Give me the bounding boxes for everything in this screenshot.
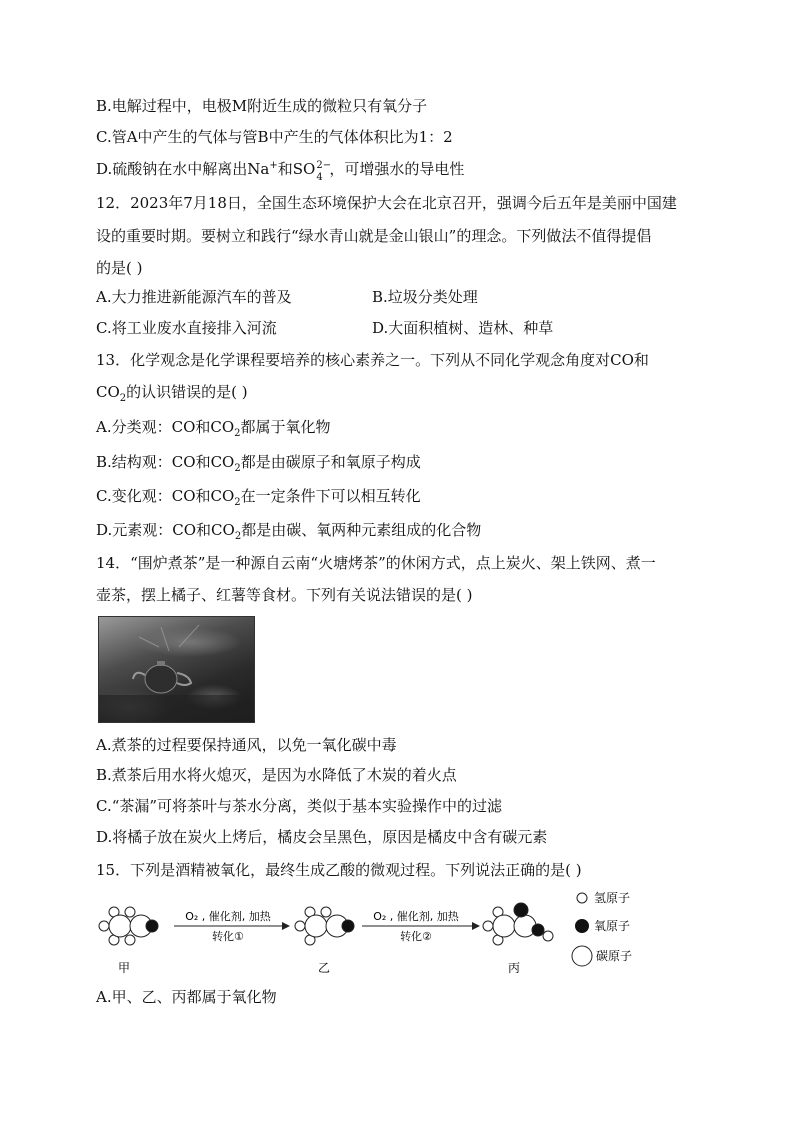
- q13-option-a: A.分类观：CO和$CO_2$都属于氧化物: [96, 418, 331, 439]
- q12-stem-2: 设的重要时期。要树立和践行“绿水青山就是金山银山”的理念。下列做法不值得提倡: [96, 227, 652, 245]
- label-bing: 丙: [507, 961, 521, 975]
- q12-stem-1: 12．2023年7月18日，全国生态环境保护大会在北京召开，强调今后五年是美丽中国建: [96, 194, 677, 212]
- molecule-diagram: [96, 886, 656, 986]
- q15-stem: 15．下列是酒精被氧化，最终生成乙酸的微观过程。下列说法正确的是( ): [96, 861, 582, 879]
- arrow-1-head: [282, 922, 290, 930]
- tea-stove-photo: [98, 616, 255, 723]
- molecule-bing: [483, 903, 553, 945]
- q13-option-b: B.结构观：CO和$CO_2$都是由碳原子和氧原子构成: [96, 453, 421, 474]
- step-1-label: 转化①: [212, 930, 244, 943]
- q12-option-b: B.垃圾分类处理: [372, 288, 478, 306]
- q13-option-d: D.元素观：CO和$CO_2$都是由碳、氧两种元素组成的化合物: [96, 521, 482, 542]
- step-2-label: 转化②: [400, 930, 432, 943]
- q14-option-b: B.煮茶后用水将火熄灭，是因为水降低了木炭的着火点: [96, 766, 457, 784]
- molecule-jia: [99, 907, 158, 945]
- oxygen-legend-icon: [575, 919, 589, 933]
- option-b-prev: B.电解过程中，电极M附近生成的微粒只有氧分子: [96, 97, 428, 115]
- q13-stem-2: $CO_2$的认识错误的是( ): [96, 383, 248, 404]
- teapot-icon: [99, 617, 254, 722]
- label-yi: 乙: [317, 961, 331, 975]
- q14-option-c: C.“茶漏”可将茶叶与茶水分离，类似于基本实验操作中的过滤: [96, 797, 503, 815]
- q12-option-a: A.大力推进新能源汽车的普及: [96, 288, 292, 306]
- q14-option-a: A.煮茶的过程要保持通风，以免一氧化碳中毒: [96, 736, 397, 754]
- legend: [572, 891, 632, 966]
- q14-option-d: D.将橘子放在炭火上烤后，橘皮会呈黑色，原因是橘皮中含有碳元素: [96, 828, 548, 846]
- option-d-prev: D.硫酸钠在水中解离出Na+和SO 2− 4 ，可增强水的导电性: [96, 160, 465, 183]
- legend-oxygen: 氧原子: [594, 919, 631, 933]
- q14-stem-2: 壶茶，摆上橘子、红薯等食材。下列有关说法错误的是( ): [96, 586, 473, 604]
- carbon-legend-icon: [572, 946, 592, 966]
- condition-2: O₂ , 催化剂, 加热: [373, 910, 459, 923]
- q12-option-d: D.大面积植树、造林、种草: [372, 319, 554, 337]
- molecule-yi: [295, 907, 354, 945]
- label-jia: 甲: [117, 961, 131, 975]
- arrow-2-head: [472, 922, 480, 930]
- option-c-prev: C.管A中产生的气体与管B中产生的气体体积比为1：2: [96, 128, 453, 146]
- q14-stem-1: 14．“围炉煮茶”是一种源自云南“火塘烤茶”的休闲方式，点上炭火、架上铁网、煮一: [96, 554, 656, 572]
- q13-stem-1: 13．化学观念是化学课程要培养的核心素养之一。下列从不同化学观念角度对CO和: [96, 351, 649, 369]
- legend-carbon: 碳原子: [596, 949, 633, 963]
- legend-hydrogen: 氢原子: [594, 891, 631, 905]
- q15-option-a: A.甲、乙、丙都属于氧化物: [96, 988, 277, 1006]
- hydrogen-legend-icon: [577, 893, 587, 903]
- q13-option-c: C.变化观：CO和$CO_2$在一定条件下可以相互转化: [96, 487, 421, 508]
- q12-option-c: C.将工业废水直接排入河流: [96, 319, 277, 337]
- condition-1: O₂ , 催化剂, 加热: [185, 910, 271, 923]
- q12-stem-3: 的是( ): [96, 259, 143, 277]
